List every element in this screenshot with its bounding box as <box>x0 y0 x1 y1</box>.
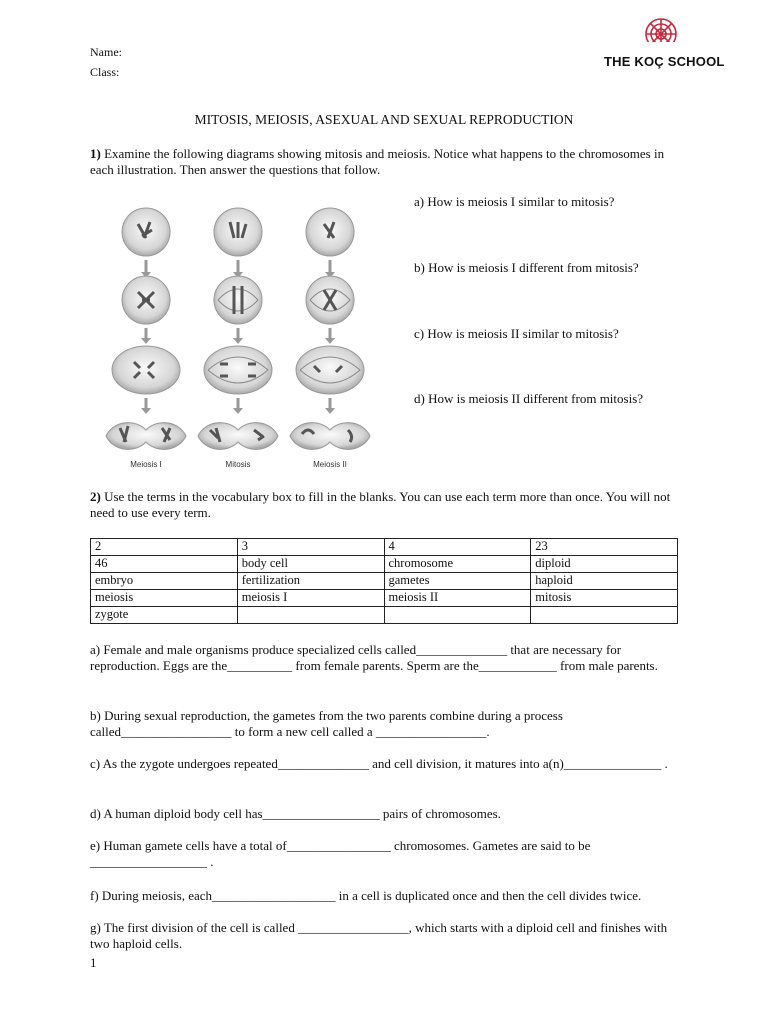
q1-question-a: a) How is meiosis I similar to mitosis? <box>414 194 615 209</box>
vocab-cell: meiosis II <box>384 590 531 607</box>
vocab-cell: 2 <box>91 539 238 556</box>
vocab-cell: gametes <box>384 573 531 590</box>
blank-question-e: e) Human gamete cells have a total of________________ chromosomes. Gametes are said to be __________________ . <box>90 838 591 869</box>
page-number: 1 <box>90 955 97 970</box>
vocab-cell: haploid <box>531 573 678 590</box>
vocab-cell: 23 <box>531 539 678 556</box>
q1-question-b: b) How is meiosis I different from mitosis? <box>414 260 639 275</box>
vocabulary-box <box>90 538 678 624</box>
meiosis-i-column <box>106 208 186 449</box>
vocab-cell: 3 <box>237 539 384 556</box>
vocab-cell: chromosome <box>384 556 531 573</box>
name-label: Name: <box>90 45 122 59</box>
school-emblem-icon <box>638 14 684 52</box>
mitosis-column <box>198 208 278 449</box>
q2-text: Use the terms in the vocabulary box to fill in the blanks. You can use each term more than once. You will not need to use every term. <box>90 489 671 520</box>
blank-question-f: f) During meiosis, each___________________ in a cell is duplicated once and then the cell divides twice. <box>90 888 642 903</box>
diagram-label-mitosis: Mitosis <box>225 460 251 469</box>
school-logo <box>598 14 728 76</box>
vocab-cell <box>237 607 384 624</box>
meiosis-ii-column <box>290 208 370 449</box>
table-row <box>91 539 678 556</box>
q1-question-c: c) How is meiosis II similar to mitosis? <box>414 326 619 341</box>
table-row <box>91 573 678 590</box>
vocab-cell: mitosis <box>531 590 678 607</box>
vocab-cell: 4 <box>384 539 531 556</box>
school-name: THE KOÇ SCHOOL <box>604 54 725 69</box>
vocab-cell: meiosis <box>91 590 238 607</box>
blank-question-c: c) As the zygote undergoes repeated______________ and cell division, it matures into a(n)_______________ . <box>90 756 668 771</box>
vocab-cell: meiosis I <box>237 590 384 607</box>
blank-question-g: g) The first division of the cell is called _________________, which starts with a diploid cell and finishes with two haploid cells. <box>90 920 668 951</box>
blank-question-a: a) Female and male organisms produce specialized cells called______________ that are necessary for reproduction. Eggs are the__________ from female parents. Sperm are the____________ from male parents. <box>90 642 658 673</box>
blank-question-d: d) A human diploid body cell has__________________ pairs of chromosomes. <box>90 806 501 821</box>
vocab-cell <box>531 607 678 624</box>
vocab-cell: 46 <box>91 556 238 573</box>
q1-instructions <box>90 146 680 178</box>
q1-text: Examine the following diagrams showing mitosis and meiosis. Notice what happens to the chromosomes in each illustration. Then answer the questions that follow. <box>90 146 665 177</box>
diagram-label-meiosis-ii: Meiosis II <box>313 460 347 469</box>
table-row <box>91 590 678 607</box>
table-row <box>91 607 678 624</box>
q2-instructions <box>90 489 680 521</box>
page-title: MITOSIS, MEIOSIS, ASEXUAL AND SEXUAL REPRODUCTION <box>194 112 574 127</box>
vocab-cell: diploid <box>531 556 678 573</box>
q1-number: 1) <box>90 146 101 161</box>
vocab-cell <box>384 607 531 624</box>
q1-question-d: d) How is meiosis II different from mitosis? <box>414 391 644 406</box>
vocab-cell: body cell <box>237 556 384 573</box>
diagram-label-meiosis-i: Meiosis I <box>130 460 162 469</box>
vocab-cell: embryo <box>91 573 238 590</box>
class-label: Class: <box>90 65 120 79</box>
vocab-cell: zygote <box>91 607 238 624</box>
table-row <box>91 556 678 573</box>
vocab-cell: fertilization <box>237 573 384 590</box>
q2-number: 2) <box>90 489 101 504</box>
mitosis-meiosis-diagram <box>98 202 388 474</box>
blank-question-b: b) During sexual reproduction, the gametes from the two parents combine during a process called_________________ to form a new cell called a _________________. <box>90 708 563 739</box>
